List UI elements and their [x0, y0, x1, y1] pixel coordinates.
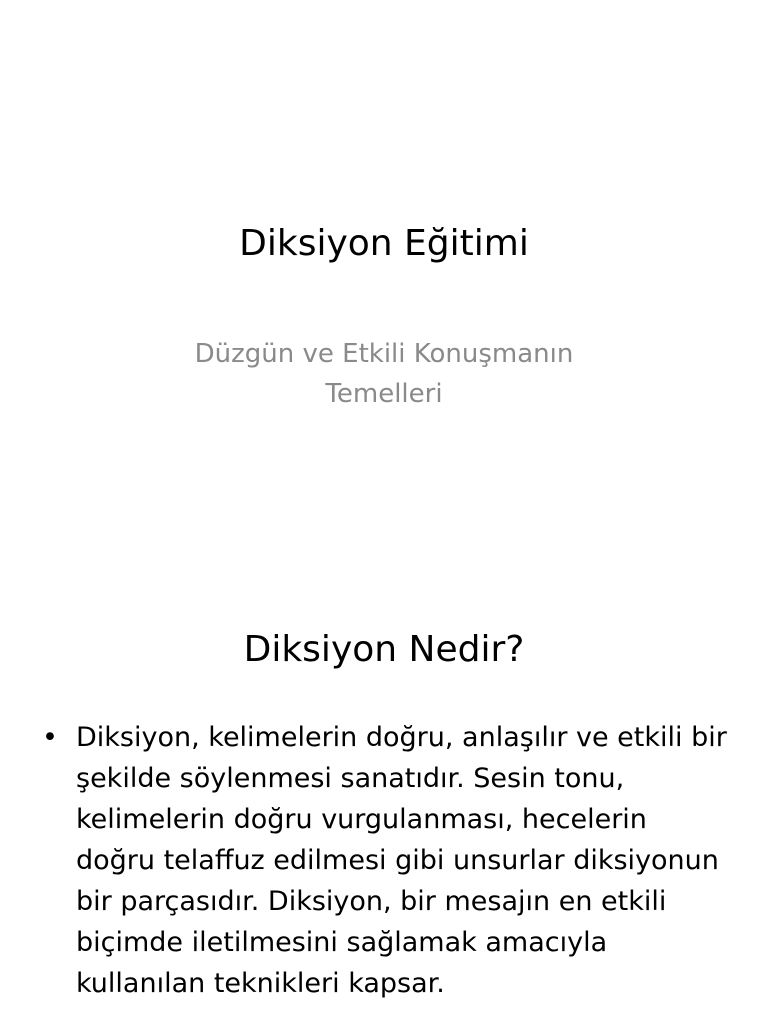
content-slide: [0, 512, 768, 1024]
slide-subtitle: Düzgün ve Etkili Konuşmanın Temelleri: [194, 339, 574, 409]
slide-title: Diksiyon Eğitimi: [239, 223, 529, 264]
bullet-item: [40, 717, 730, 1004]
bullet-list: [40, 717, 730, 1004]
bullet-text: Diksiyon, kelimelerin doğru, anlaşılır ve etkili bir şekilde söylenmesi sanatıdır. Sesin tonu, kelimelerin doğru vurgulanması, hecelerin doğru telaffuz edilmesi gibi unsurlar diksiyonun bir parçasıdır. Diksiyon, bir mesajın en etkili biçimde iletilmesini sağlamak amacıyla kullanılan teknikleri kapsar.: [76, 722, 727, 999]
slide-title: Diksiyon Nedir?: [243, 629, 525, 670]
bullet-dot-icon: •: [42, 722, 58, 753]
